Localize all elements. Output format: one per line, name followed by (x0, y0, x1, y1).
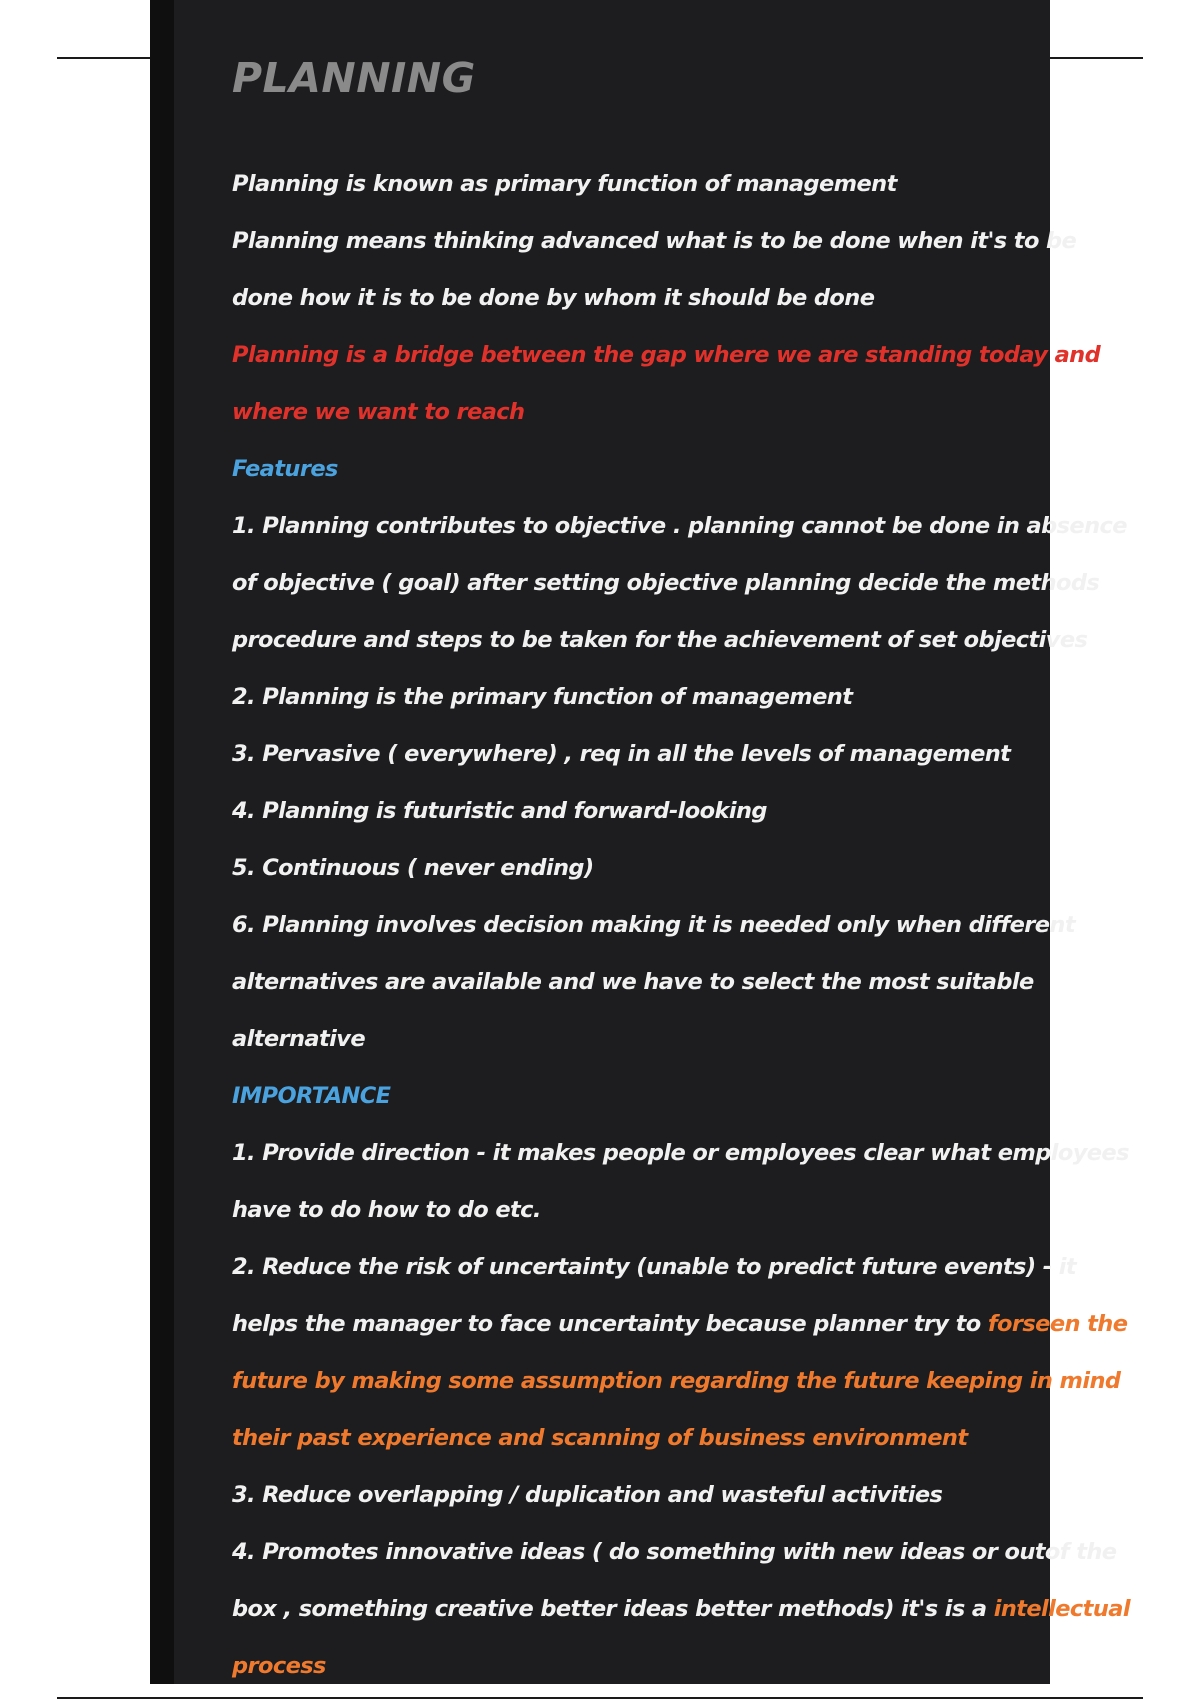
note-line (232, 327, 1101, 384)
bottom-rule (57, 1697, 1143, 1699)
note-text-segment: box , something creative better ideas better methods) it's is a (232, 1596, 994, 1622)
note-text-segment: Features (232, 456, 338, 482)
note-line (232, 1410, 1032, 1467)
note-text-segment: Planning is known as primary function of management (232, 171, 897, 197)
note-line (232, 441, 1032, 498)
note-text-segment: future by making some assumption regarding the future keeping in mind (232, 1368, 1121, 1394)
top-rule-right (1050, 57, 1143, 59)
note-text-segment: of objective ( goal) after setting objective planning decide the methods (232, 570, 1100, 596)
note-line (232, 213, 1077, 270)
note-content (232, 48, 1130, 1695)
note-text-segment: Planning means thinking advanced what is to be done when it's to be (232, 228, 1077, 254)
note-text-segment: intellectual (993, 1596, 1130, 1622)
note-text-segment: 6. Planning involves decision making it is needed only when different (232, 912, 1076, 938)
note-line (232, 783, 1032, 840)
note-line (232, 156, 1032, 213)
note-text-segment: 3. Pervasive ( everywhere) , req in all the levels of management (232, 741, 1011, 767)
note-line (232, 1524, 1117, 1581)
panel-left-shade (150, 0, 174, 1684)
note-text-segment: Planning is a bridge between the gap where we are standing today and (232, 342, 1101, 368)
note-text-segment: 1. Provide direction - it makes people or employees clear what employees (232, 1140, 1129, 1166)
note-line (232, 384, 1032, 441)
note-text-segment: alternative (232, 1026, 366, 1052)
note-text-segment: where we want to reach (232, 399, 525, 425)
note-line (232, 726, 1032, 783)
note-line (232, 270, 1032, 327)
note-line (232, 1638, 1032, 1695)
note-line (232, 555, 1100, 612)
note-text-segment: process (232, 1653, 326, 1679)
note-text-segment: 2. Reduce the risk of uncertainty (unable to predict future events) - it (232, 1254, 1077, 1280)
note-text-segment: IMPORTANCE (232, 1083, 391, 1109)
note-line (232, 1296, 1128, 1353)
note-line (232, 1467, 1032, 1524)
note-line (232, 1581, 1130, 1638)
note-text-segment: 1. Planning contributes to objective . planning cannot be done in absence (232, 513, 1127, 539)
note-text-segment: 4. Planning is futuristic and forward-looking (232, 798, 767, 824)
note-lines (232, 156, 1130, 1695)
note-line (232, 612, 1088, 669)
note-line (232, 1353, 1121, 1410)
note-line (232, 1182, 1032, 1239)
note-line (232, 1068, 1032, 1125)
note-line (232, 1239, 1077, 1296)
note-line (232, 840, 1032, 897)
note-line (232, 1125, 1129, 1182)
note-line (232, 1011, 1032, 1068)
note-text-segment: procedure and steps to be taken for the achievement of set objectives (232, 627, 1088, 653)
top-rule-left (57, 57, 151, 59)
note-text-segment: 2. Planning is the primary function of management (232, 684, 853, 710)
page-title: PLANNING (232, 54, 476, 102)
note-line (232, 498, 1127, 555)
note-line (232, 954, 1032, 1011)
note-line (232, 669, 1032, 726)
note-text-segment: 3. Reduce overlapping / duplication and wasteful activities (232, 1482, 943, 1508)
note-line (232, 897, 1076, 954)
note-text-segment: alternatives are available and we have to select the most suitable (232, 969, 1034, 995)
note-text-segment: their past experience and scanning of business environment (232, 1425, 968, 1451)
note-text-segment: forseen the (987, 1311, 1128, 1337)
note-text-segment: 4. Promotes innovative ideas ( do something with new ideas or outof the (232, 1539, 1117, 1565)
note-text-segment: 5. Continuous ( never ending) (232, 855, 594, 881)
note-text-segment: done how it is to be done by whom it should be done (232, 285, 875, 311)
note-text-segment: helps the manager to face uncertainty because planner try to (232, 1311, 988, 1337)
note-text-segment: have to do how to do etc. (232, 1197, 541, 1223)
